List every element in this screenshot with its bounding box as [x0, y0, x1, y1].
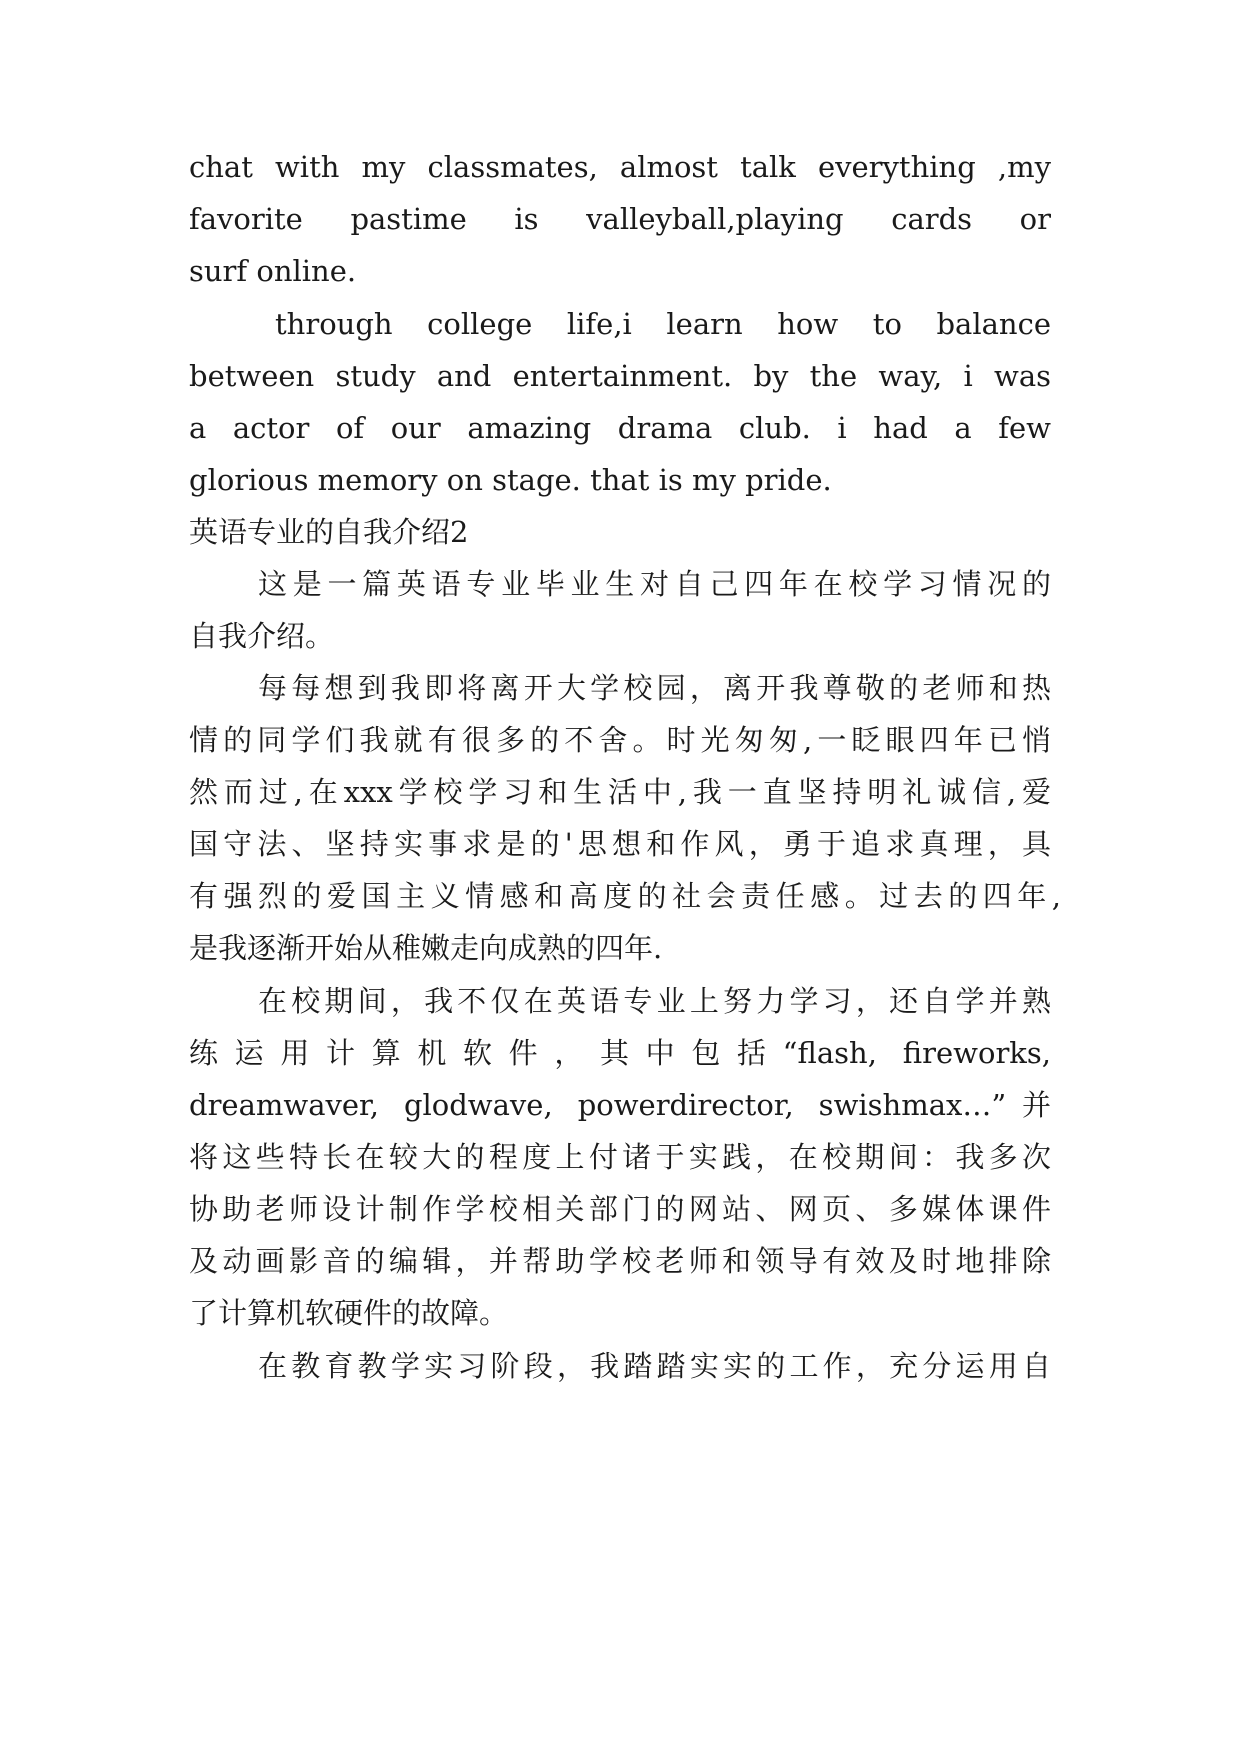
paragraph-line: 在校期间，我不仅在英语专业上努力学习，还自学并熟 [258, 984, 1051, 1018]
paragraph-line: favorite pastime is valleyball,playing cards or [189, 202, 1051, 236]
paragraph-line: 在教育教学实习阶段，我踏踏实实的工作，充分运用自 [258, 1349, 1051, 1383]
paragraph-line: surf online. [189, 254, 357, 288]
paragraph-line: a actor of our amazing drama club. i had a few [189, 411, 1051, 445]
paragraph-line: 将这些特长在较大的程度上付诸于实践，在校期间：我多次 [189, 1140, 1051, 1174]
paragraph-line: 国守法、坚持实事求是的'思想和作风，勇于追求真理，具 [189, 827, 1051, 861]
paragraph-line: 练运用计算机软件，其中包括“flash, fireworks, [189, 1036, 1051, 1070]
paragraph-line: 然而过,在xxx学校学习和生活中,我一直坚持明礼诚信,爱 [189, 775, 1051, 809]
paragraph-line: 是我逐渐开始从稚嫩走向成熟的四年. [189, 931, 663, 965]
paragraph-line: between study and entertainment. by the way, i was [189, 359, 1051, 393]
paragraph-line: 自我介绍。 [189, 619, 335, 653]
paragraph-line: 每每想到我即将离开大学校园，离开我尊敬的老师和热 [258, 671, 1051, 705]
paragraph-line: chat with my classmates, almost talk everything ,my [189, 150, 1051, 184]
paragraph-line: 情的同学们我就有很多的不舍。时光匆匆,一眨眼四年已悄 [189, 723, 1051, 757]
paragraph-line: 及动画影音的编辑，并帮助学校老师和领导有效及时地排除 [189, 1244, 1051, 1278]
section-heading: 英语专业的自我介绍2 [189, 515, 469, 549]
paragraph-line: glorious memory on stage. that is my pride. [189, 463, 832, 497]
paragraph-line: 这是一篇英语专业毕业生对自己四年在校学习情况的 [258, 567, 1051, 601]
paragraph-line: 有强烈的爱国主义情感和高度的社会责任感。过去的四年, [189, 879, 1061, 913]
paragraph-line: 了计算机软硬件的故障。 [189, 1296, 509, 1330]
paragraph-line: 协助老师设计制作学校相关部门的网站、网页、多媒体课件 [189, 1192, 1051, 1226]
paragraph-line: through college life,i learn how to balance [275, 307, 1051, 341]
paragraph-line: dreamwaver, glodwave, powerdirector, swishmax…”并 [189, 1088, 1051, 1122]
